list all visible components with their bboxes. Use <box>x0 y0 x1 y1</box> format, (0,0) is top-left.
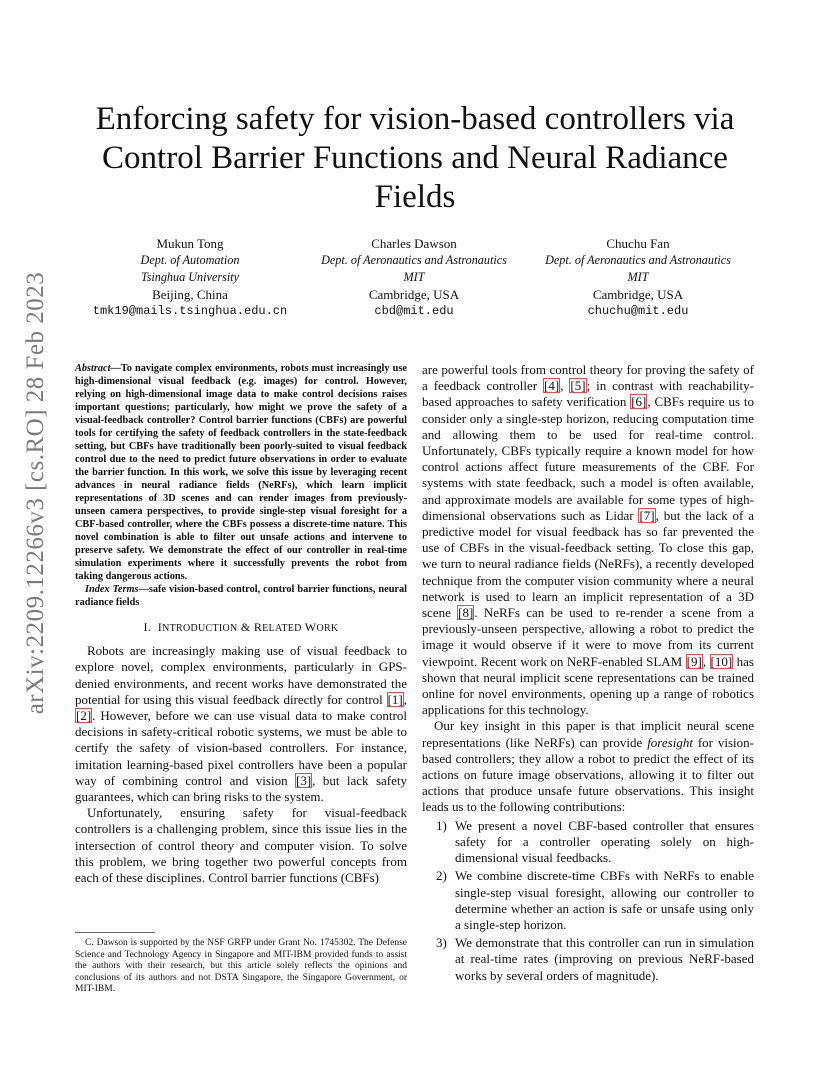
author-department: Dept. of Aeronautics and Astronautics <box>545 253 731 267</box>
list-item-number: 3) <box>436 935 447 951</box>
citation-link[interactable]: [3] <box>296 772 312 788</box>
section-title-part: W <box>301 620 317 634</box>
list-item <box>422 818 754 867</box>
author-location: Cambridge, USA <box>592 287 684 302</box>
citation-link[interactable]: [2] <box>76 708 92 724</box>
section-title-part: NTRODUCTION <box>162 623 238 634</box>
author-block-2 <box>294 235 534 320</box>
author-institution: MIT <box>627 270 649 284</box>
section-title-part: ORK <box>316 623 339 634</box>
section-title-part: R <box>253 620 263 634</box>
author-location: Beijing, China <box>152 287 228 302</box>
text-run: . NeRFs can be used to re-render a scene from a previously-unseen perspective, allowing a robot to predict the image it would observe if it were to move from its current viewpoint. Recent work on NeRF-enabled SLAM <box>422 605 754 669</box>
author-block-1 <box>70 235 310 320</box>
index-terms-label: Index Terms <box>85 584 139 595</box>
section-title-part: ELATED <box>262 623 302 634</box>
author-department: Dept. of Automation <box>140 253 240 267</box>
list-item <box>422 868 754 933</box>
citation-link[interactable]: [5] <box>570 378 586 394</box>
author-institution: MIT <box>403 270 425 284</box>
text-run: , but the lack of a predictive model for visual feedback has so far prevented the use of CBFs in the visual-feedback setting. To close this gap, we turn to neural radiance fields (NeRFs), a recently developed technique from the computer vision community where a neural network is used to learn an implicit representation of a 3D scene <box>422 507 754 621</box>
list-item-text: We present a novel CBF-based controller that ensures safety for a controller operating solely on high-dimensional visual feedbacks. <box>455 817 754 866</box>
text-run: are powerful tools from control theory for proving the safety of a feedback controller <box>422 362 754 394</box>
index-terms <box>75 583 407 609</box>
author-institution: Tsinghua University <box>140 270 240 284</box>
list-item-number: 1) <box>436 817 447 833</box>
footnote: C. Dawson is supported by the NSF GRFP under Grant No. 1745302. The Defense Science and Technology Agency in Singapore and MIT-IBM provided funds to assist the authors with their research, but this article solely reflects the opinions and conclusions of its authors and not DSTA Singapore, the Singapore Government, or MIT-IBM. <box>75 938 407 994</box>
list-item-text: We demonstrate that this controller can run in simulation at real-time rates (improving on previous NeRF-based works by several orders of magnitude). <box>455 935 754 983</box>
citation-link[interactable]: [4] <box>544 378 560 394</box>
text-run: , <box>560 378 570 394</box>
citation-link[interactable]: [1] <box>387 691 403 707</box>
author-email[interactable]: cbd@mit.edu <box>374 304 454 318</box>
section-heading <box>75 619 407 637</box>
intro-paragraph-1 <box>75 643 407 805</box>
abstract <box>75 362 407 583</box>
contributions-list <box>422 818 754 984</box>
citation-link[interactable]: [8] <box>458 605 474 621</box>
list-item-text: We combine discrete-time CBFs with NeRFs to enable single-step visual foresight, allowing our controller to determine whether an action is safe or unsafe using only a single-step horizon. <box>455 868 754 932</box>
author-email[interactable]: chuchu@mit.edu <box>587 304 689 318</box>
left-column <box>75 362 407 886</box>
text-run: Robots are increasingly making use of visual feedback to explore novel, complex environments, particularly in GPS-denied environments, and recent works have demonstrated the potential for using this visual feedback directly for control <box>75 643 407 707</box>
text-run: has shown that neural implicit scene representations can be trained online for novel environments, opening up a range of robotics applications for this technology. <box>422 653 754 718</box>
list-item-number: 2) <box>436 868 447 884</box>
author-block-3 <box>518 235 758 320</box>
author-name: Chuchu Fan <box>606 236 670 251</box>
paper-title: Enforcing safety for vision-based controllers via Control Barrier Functions and Neural Radiance Fields <box>95 101 735 215</box>
author-email[interactable]: tmk19@mails.tsinghua.edu.cn <box>92 304 288 318</box>
right-column <box>422 362 754 986</box>
footnote-rule <box>75 932 155 933</box>
section-title-part: & <box>237 620 254 634</box>
text-run: Our key insight in this paper is that implicit neural scene representations (like NeRFs) can provide <box>422 718 754 750</box>
abstract-dash: — <box>110 363 121 374</box>
index-terms-dash: — <box>138 584 149 595</box>
section-title-part: I <box>157 620 163 634</box>
intro-paragraph-3 <box>422 362 754 718</box>
text-run: . However, before we can use visual data to make control decisions in safety-critical robotic systems, we must be able to certify the safety of vision-based controllers. For instance, imitation learning-based pixel controllers have been a popular way of combining control and vision <box>75 708 407 788</box>
text-run: ; in contrast with reachability-based approaches to safety verification <box>422 378 754 410</box>
arxiv-identifier: arXiv:2209.12266v3 [cs.RO] 28 Feb 2023 <box>22 271 49 715</box>
author-name: Mukun Tong <box>156 236 224 251</box>
citation-link[interactable]: [6] <box>631 394 647 410</box>
text-run: , but lack safety guarantees, which can bring risks to the system. <box>75 772 407 805</box>
intro-paragraph-2: Unfortunately, ensuring safety for visual-feedback controllers is a challenging problem, since this issue lies in the intersection of control theory and computer vision. To solve this problem, we bring together two powerful concepts from each of these disciplines. Control barrier functions (CBFs) <box>75 805 407 886</box>
author-department: Dept. of Aeronautics and Astronautics <box>321 253 507 267</box>
arxiv-identifier-sidebar <box>0 0 72 1072</box>
abstract-text: To navigate complex environments, robots must increasingly use high-dimensional visual feedback (e.g. images) for control. However, relying on high-dimensional image data to make control decisions raises important questions; particularly, how might we prove the safety of a visual-feedback controller? Control barrier functions (CBFs) are powerful tools for certifying the safety of feedback controllers in the state-feedback setting, but CBFs have traditionally been poorly-suited to visual feedback control due to the need to predict future observations in order to evaluate the barrier function. In this work, we solve this issue by leveraging recent advances in neural radiance fields (NeRFs), which learn implicit representations of 3D scenes and can render images from previously-unseen camera perspectives, to provide single-step visual foresight for a CBF-based controller, where the CBFs possess a discrete-time nature. This novel combination is able to filter out unsafe actions and intervene to preserve safety. We demonstrate the effect of our controller in real-time simulation experiments where it successfully prevents the robot from taking dangerous actions. <box>75 363 407 582</box>
section-numeral: I. <box>143 620 152 634</box>
abstract-label: Abstract <box>75 363 111 374</box>
text-run: , <box>403 691 407 707</box>
intro-paragraph-4 <box>422 718 754 815</box>
author-location: Cambridge, USA <box>368 287 460 302</box>
citation-link[interactable]: [7] <box>639 507 655 523</box>
list-item <box>422 935 754 984</box>
author-name: Charles Dawson <box>371 236 457 251</box>
citation-link[interactable]: [9] <box>686 653 702 669</box>
text-run: for vision-based controllers; they allow a robot to predict the effect of its actions on future image observations, allowing it to filter out actions that produce unsafe future observations. This insight leads us to the following contributions: <box>422 734 754 815</box>
emphasis: foresight <box>647 734 693 750</box>
citation-link[interactable]: [10] <box>710 653 733 669</box>
text-run: , <box>702 653 710 669</box>
text-run: , CBFs require us to consider only a single-step horizon, reducing computation time and allowing them to be used for real-time control. Unfortunately, CBFs typically require a known model for how control actions affect future measurements of the CBF. For systems with state feedback, such a model is often available, and approximate models are available for some types of high-dimensional observations such as Lidar <box>422 394 754 523</box>
index-terms-text: safe vision-based control, control barrier functions, neural radiance fields <box>75 584 407 608</box>
